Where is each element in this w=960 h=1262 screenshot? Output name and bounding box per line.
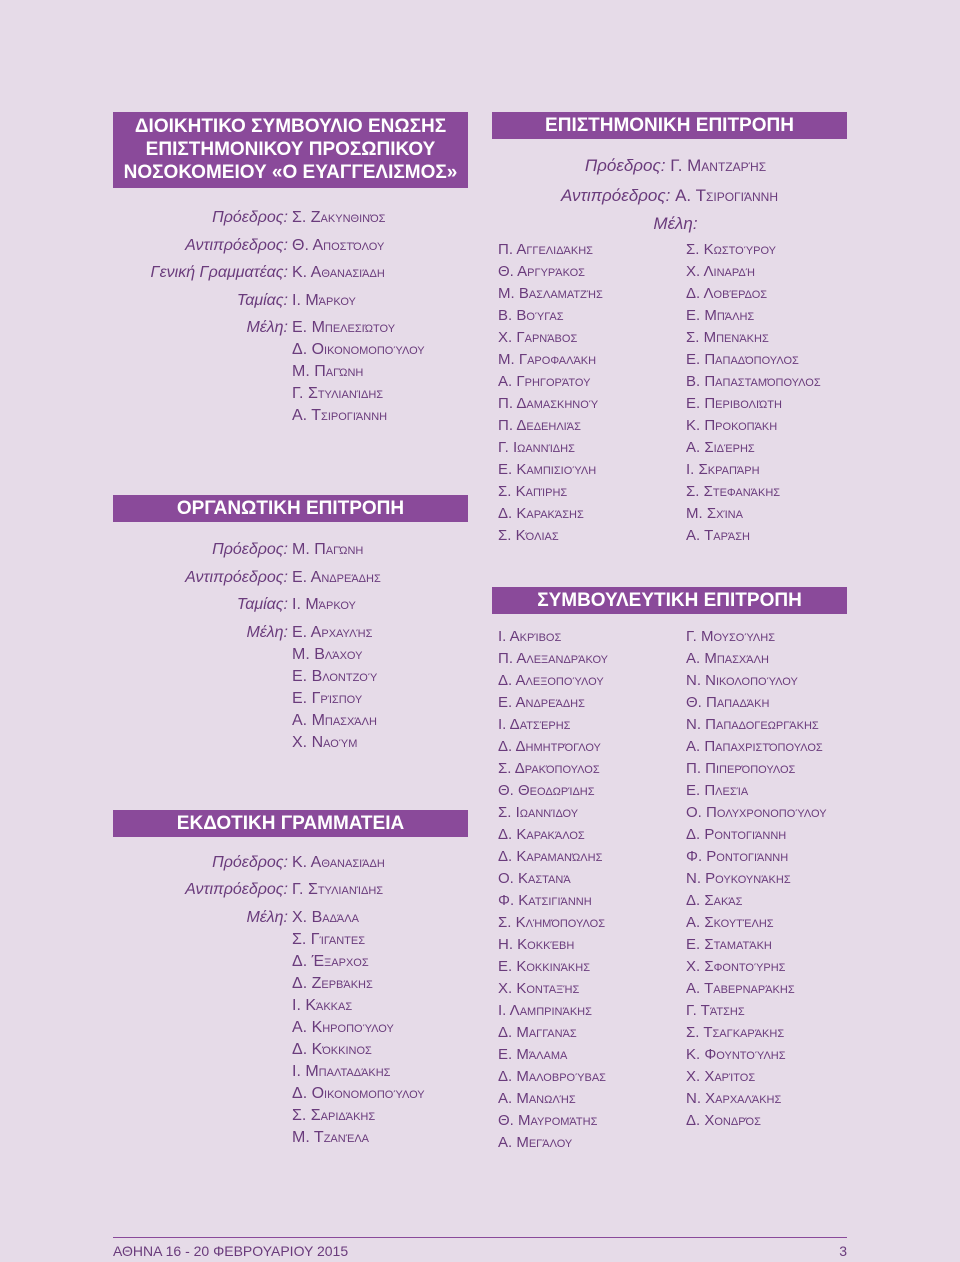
- list-item: Α. Μανωλής: [498, 1090, 576, 1107]
- list-item: Α. Παπαχριστόπουλος: [686, 738, 823, 755]
- list-item: Ε. Μάλαμα: [498, 1046, 568, 1063]
- board-role: Γενική Γραμματέας: Κ. Αθανασιάδη: [150, 264, 385, 281]
- list-item: Π. Δαμασκηνού: [498, 395, 599, 412]
- board-role: Ταμίας: Ι. Μάρκου: [236, 291, 356, 309]
- board-member-list: [288, 317, 425, 427]
- list-item: Ε. Μπελεσιώτου: [292, 319, 396, 336]
- list-item: Δ. Χονδρός: [686, 1112, 761, 1129]
- list-item: Ι. Σκραπάρη: [686, 461, 760, 478]
- list-item: Σ. Γίγαντες: [292, 930, 366, 948]
- organizing-role: Πρόεδρος: Μ. Παγώνη: [212, 541, 364, 558]
- list-item: Α. Μπασχάλη: [292, 711, 377, 729]
- list-item: Δ. Μαλοβρούβας: [498, 1068, 606, 1085]
- list-item: Δ. Οικονομοπούλου: [292, 1084, 425, 1102]
- list-item: Δ. Καρακάσης: [498, 505, 584, 522]
- list-item: Σ. Στεφανάκης: [686, 483, 781, 500]
- board-title-line: ΝΟΣΟΚΟΜΕΙΟΥ «Ο ΕΥΑΓΓΕΛΙΣΜΟΣ»: [123, 162, 458, 183]
- board-header: [113, 112, 468, 188]
- publishing-member-list: [288, 907, 425, 1149]
- list-item: Ε. Μπάλης: [686, 307, 755, 324]
- list-item: Δ. Σακάς: [686, 892, 743, 909]
- list-item: Φ. Κατσιγιάννη: [498, 892, 592, 909]
- list-item: Ι. Μπαλταδάκης: [292, 1062, 391, 1080]
- list-item: Χ. Γαρνάβος: [498, 329, 578, 346]
- list-item: Ι. Λαμπρινάκης: [498, 1002, 592, 1019]
- scientific-president: Πρόεδρος: Γ. Μαντζαρής: [584, 156, 767, 175]
- list-item: Ε. Βλοντζού: [292, 667, 378, 685]
- publishing-members: Μέλη: Χ. Βαδάλα Σ. Γίγαντες Δ. Έξαρχος Δ. Ζερβάκης Ι. Κάκκας Α. Κηροπούλου Δ. Κόκκινος Ι. Μπαλταδάκης Δ. Οικονομοπούλου Σ. Σαριδάκης Μ. Τζανέλα: [113, 907, 468, 1149]
- list-item: Χ. Ναούμ: [292, 733, 358, 751]
- list-item: Κ. Προκοπάκη: [686, 417, 778, 434]
- publishing-roles: [113, 849, 468, 1149]
- board-title-line: ΔΙΟΙΚΗΤΙΚΟ ΣΥΜΒΟΥΛΙΟ ΕΝΩΣΗΣ: [134, 116, 447, 137]
- list-item: Δ. Καραμανώλης: [498, 848, 603, 865]
- list-item: Ι. Κάκκας: [292, 996, 353, 1014]
- board-role: Αντιπρόεδρος: Θ. Αποστόλου: [185, 236, 385, 254]
- organizing-role: Ταμίας: Ι. Μάρκου: [236, 596, 356, 613]
- list-item: Ι. Ακρίβος: [498, 628, 562, 645]
- list-item: Θ. Θεοδωρίδης: [498, 782, 595, 799]
- organizing-members: Μέλη: Ε. Αρχαυλής Μ. Βλάχου Ε. Βλοντζού Ε. Γρίσπου Α. Μπασχάλη Χ. Ναούμ: [113, 622, 468, 754]
- organizing-header: ΟΡΓΑΝΩΤΙΚΗ ΕΠΙΤΡΟΠΗ: [113, 495, 468, 522]
- list-item: Δ. Έξαρχος: [292, 952, 369, 970]
- list-item: Χ. Λιναρδή: [686, 263, 755, 280]
- list-item: Γ. Μουσούλης: [686, 628, 776, 645]
- scientific-members: [492, 239, 847, 547]
- list-item: Ε. Ανδρεάδης: [498, 694, 585, 711]
- list-item: Δ. Καρακάλος: [498, 826, 585, 843]
- list-item: Δ. Ροντογιάννη: [686, 826, 787, 843]
- list-item: Ν. Ρουκουνάκης: [686, 870, 791, 887]
- advisory-header: ΣΥΜΒΟΥΛΕΥΤΙΚΗ ΕΠΙΤΡΟΠΗ: [492, 587, 847, 614]
- advisory-col1: [492, 626, 686, 1154]
- list-item: Χ. Σφοντούρης: [686, 958, 786, 975]
- list-item: Ν. Νικολοπούλου: [686, 672, 798, 689]
- list-item: Σ. Δρακόπουλος: [498, 760, 600, 777]
- list-item: Β. Βούγας: [498, 307, 564, 324]
- organizing-member-list: [288, 622, 377, 754]
- board-roles: [113, 204, 468, 427]
- list-item: Α. Μεγάλου: [498, 1134, 573, 1151]
- advisory-members: [492, 626, 847, 1154]
- publishing-role: Αντιπρόεδρος: Γ. Στυλιανίδης: [185, 881, 384, 898]
- list-item: Δ. Οικονομοπούλου: [292, 341, 425, 358]
- list-item: Ν. Παπαδογεωργάκης: [686, 716, 819, 733]
- page-footer: [113, 1237, 847, 1259]
- list-item: Χ. Κονταξής: [498, 980, 580, 997]
- list-item: Ε. Σταματάκη: [686, 936, 772, 953]
- list-item: Ε. Αρχαυλής: [292, 623, 373, 641]
- list-item: Α. Σκουτέλης: [686, 914, 774, 931]
- list-item: Δ. Αλεξοπούλου: [498, 672, 604, 689]
- list-item: Ε. Κοκκινάκης: [498, 958, 590, 975]
- list-item: Μ. Σχίνα: [686, 505, 743, 522]
- list-item: Η. Κοκκέβη: [498, 936, 575, 953]
- list-item: Γ. Ιωαννίδης: [498, 439, 575, 456]
- list-item: Δ. Κόκκινος: [292, 1040, 372, 1058]
- left-column: [113, 112, 468, 1149]
- list-item: Χ. Βαδάλα: [292, 908, 359, 926]
- list-item: Μ. Γαροφαλάκη: [498, 351, 597, 368]
- list-item: Ο. Καστανά: [498, 870, 571, 887]
- scientific-header: ΕΠΙΣΤΗΜΟΝΙΚΗ ΕΠΙΤΡΟΠΗ: [492, 112, 847, 139]
- board-members: Μέλη: Ε. Μπελεσιώτου Δ. Οικονομοπούλου Μ. Παγώνη Γ. Στυλιανίδης Α. Τσιρογιάννη: [113, 317, 468, 427]
- list-item: Ε. Καμπισιούλη: [498, 461, 597, 478]
- list-item: Σ. Κωστούρου: [686, 241, 776, 258]
- list-item: Δ. Δημητρόγλου: [498, 738, 601, 755]
- list-item: Δ. Ζερβάκης: [292, 974, 373, 992]
- organizing-role: Αντιπρόεδρος: Ε. Ανδρεάδης: [185, 568, 381, 586]
- scientific-roles: [492, 151, 847, 237]
- list-item: Μ. Παγώνη: [292, 363, 364, 380]
- list-item: Β. Παπασταμόπουλος: [686, 373, 821, 390]
- list-item: Θ. Παπαδάκη: [686, 694, 770, 711]
- list-item: Ν. Χαρχαλάκης: [686, 1090, 782, 1107]
- list-item: Α. Σιδέρης: [686, 439, 755, 456]
- publishing-role: Πρόεδρος: Κ. Αθανασιάδη: [212, 853, 385, 871]
- list-item: Σ. Καπίρης: [498, 483, 568, 500]
- list-item: Χ. Χαρίτος: [686, 1068, 756, 1085]
- list-item: Π. Πιπερόπουλος: [686, 760, 796, 777]
- list-item: Φ. Ροντογιάννη: [686, 848, 789, 865]
- list-item: Α. Ταβερναράκης: [686, 980, 795, 997]
- list-item: Π. Αλεξανδράκου: [498, 650, 609, 667]
- scientific-vice: Αντιπρόεδρος: Α. Τσιρογιάννη: [561, 186, 778, 205]
- list-item: Α. Τσιρογιάννη: [292, 407, 388, 424]
- scientific-members-label: Μέλη:: [653, 214, 698, 233]
- right-column: [492, 112, 847, 1154]
- list-item: Π. Δεδεηλιάς: [498, 417, 581, 434]
- list-item: Σ. Μπενάκης: [686, 329, 769, 346]
- list-item: Ο. Πολυχρονοπούλου: [686, 804, 827, 821]
- list-item: Σ. Κλήμόπουλος: [498, 914, 605, 931]
- publishing-header: ΕΚΔΟΤΙΚΗ ΓΡΑΜΜΑΤΕΙΑ: [113, 810, 468, 837]
- board-title-line: ΕΠΙΣΤΗΜΟΝΙΚΟΥ ΠΡΟΣΩΠΙΚΟΥ: [145, 139, 436, 160]
- list-item: Α. Κηροπούλου: [292, 1018, 394, 1036]
- list-item: Ι. Δατσέρης: [498, 716, 571, 733]
- list-item: Μ. Τζανέλα: [292, 1128, 370, 1146]
- scientific-col2: [686, 239, 847, 547]
- list-item: Δ. Λοβέρδος: [686, 285, 768, 302]
- list-item: Θ. Μαυρομάτης: [498, 1112, 598, 1129]
- board-role: Πρόεδρος: Σ. Ζακυνθινός: [212, 209, 386, 226]
- list-item: Ε. Γρίσπου: [292, 689, 363, 707]
- advisory-col2: [686, 626, 847, 1154]
- list-item: Π. Αγγελιδάκης: [498, 241, 593, 258]
- list-item: Σ. Κόλιας: [498, 527, 559, 544]
- page-number: 3: [839, 1243, 847, 1259]
- list-item: Ε. Πλεσία: [686, 782, 749, 799]
- list-item: Ε. Παπαδόπουλος: [686, 351, 799, 368]
- list-item: Δ. Μαγγανάς: [498, 1024, 577, 1041]
- list-item: Θ. Αργυράκος: [498, 263, 585, 280]
- list-item: Ε. Περιβολιώτη: [686, 395, 782, 412]
- list-item: Κ. Φουντούλης: [686, 1046, 786, 1063]
- list-item: Σ. Τσαγκαράκης: [686, 1024, 785, 1041]
- footer-event: ΑΘΗΝΑ 16 - 20 ΦΕΒΡΟΥΑΡΙΟΥ 2015: [113, 1243, 349, 1259]
- list-item: Α. Μπασχάλη: [686, 650, 769, 667]
- list-item: Μ. Βλάχου: [292, 645, 363, 663]
- list-item: Μ. Βασλαματζής: [498, 285, 603, 302]
- list-item: Α. Γρηγοράτου: [498, 373, 591, 390]
- list-item: Α. Ταράση: [686, 527, 750, 544]
- list-item: Σ. Σαριδάκης: [292, 1106, 376, 1124]
- list-item: Γ. Τάτσης: [686, 1002, 745, 1019]
- list-item: Γ. Στυλιανίδης: [292, 385, 384, 402]
- scientific-col1: [492, 239, 686, 547]
- organizing-roles: [113, 536, 468, 754]
- list-item: Σ. Ιωαννίδου: [498, 804, 579, 821]
